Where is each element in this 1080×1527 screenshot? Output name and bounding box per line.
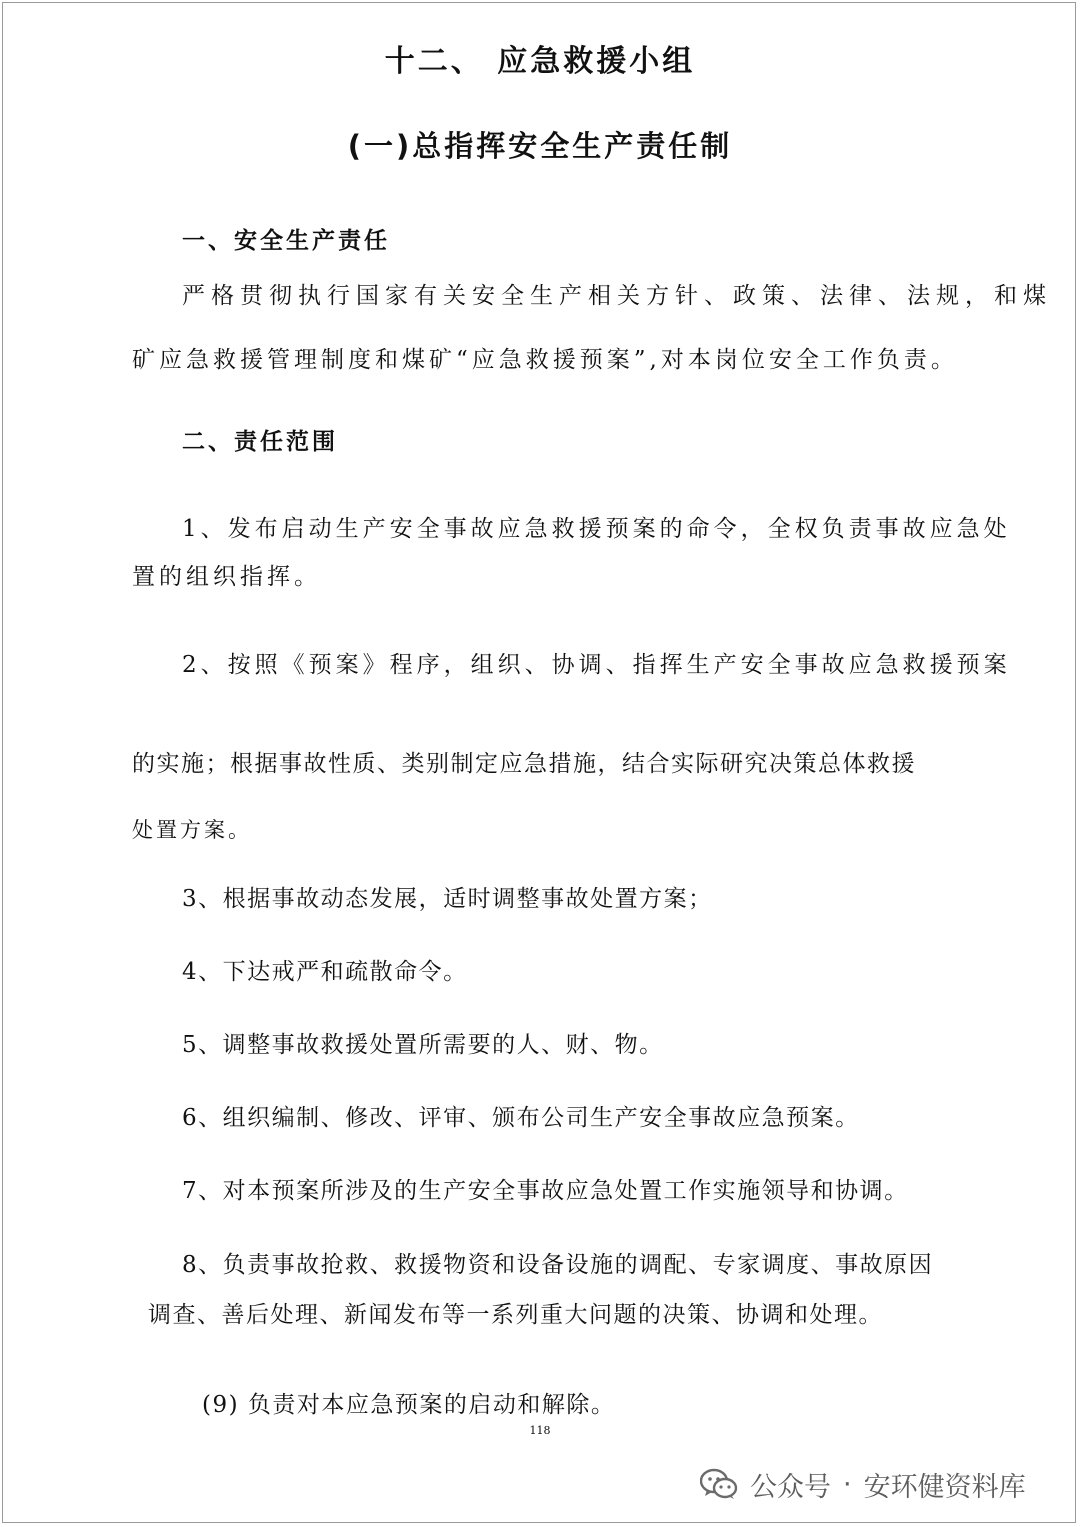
watermark-footer [700, 1462, 1026, 1506]
page-number: 118 [529, 1424, 551, 1437]
list-item-1: 1、发布启动生产安全事故应急救援预案的命令，全权负责事故应急处 [182, 516, 1011, 542]
footer-label: 公众号 [750, 1471, 831, 1503]
list-item-7: 7、对本预案所涉及的生产安全事故应急处置工作实施领导和协调。 [182, 1178, 909, 1204]
paragraph-line: 严格贯彻执行国家有关安全生产相关方针、政策、法律、法规，和煤 [182, 283, 1052, 309]
footer-separator: · [843, 1468, 852, 1500]
page-title: 十二、 应急救援小组 [384, 44, 696, 79]
list-item-2: 2、按照《预案》程序，组织、协调、指挥生产安全事故应急救援预案 [182, 652, 1011, 678]
list-item-2-cont: 处置方案。 [132, 818, 252, 842]
list-item-1-cont: 置的组织指挥。 [132, 564, 321, 590]
section-subtitle: (一)总指挥安全生产责任制 [347, 129, 733, 163]
list-item-5: 5、调整事故救援处置所需要的人、财、物。 [182, 1032, 664, 1058]
footer-account-name: 安环健资料库 [863, 1471, 1026, 1503]
list-item-6: 6、组织编制、修改、评审、颁布公司生产安全事故应急预案。 [182, 1105, 860, 1131]
list-item-3: 3、根据事故动态发展，适时调整事故处置方案； [182, 886, 713, 912]
list-item-8-cont: 调查、善后处理、新闻发布等一系列重大问题的决策、协调和处理。 [148, 1302, 883, 1328]
list-item-9: (9) 负责对本应急预案的启动和解除。 [202, 1392, 616, 1418]
paragraph-line: 矿应急救援管理制度和煤矿“应急救援预案”,对本岗位安全工作负责。 [132, 347, 958, 373]
heading-responsibility-scope: 二、责任范围 [182, 428, 338, 455]
list-item-8: 8、负责事故抢救、救援物资和设备设施的调配、专家调度、事故原因 [182, 1252, 934, 1278]
list-item-4: 4、下达戒严和疏散命令。 [182, 959, 468, 985]
wechat-icon [700, 1468, 738, 1500]
heading-safety-responsibility: 一、安全生产责任 [182, 227, 390, 254]
list-item-2-cont: 的实施；根据事故性质、类别制定应急措施，结合实际研究决策总体救援 [132, 751, 916, 777]
